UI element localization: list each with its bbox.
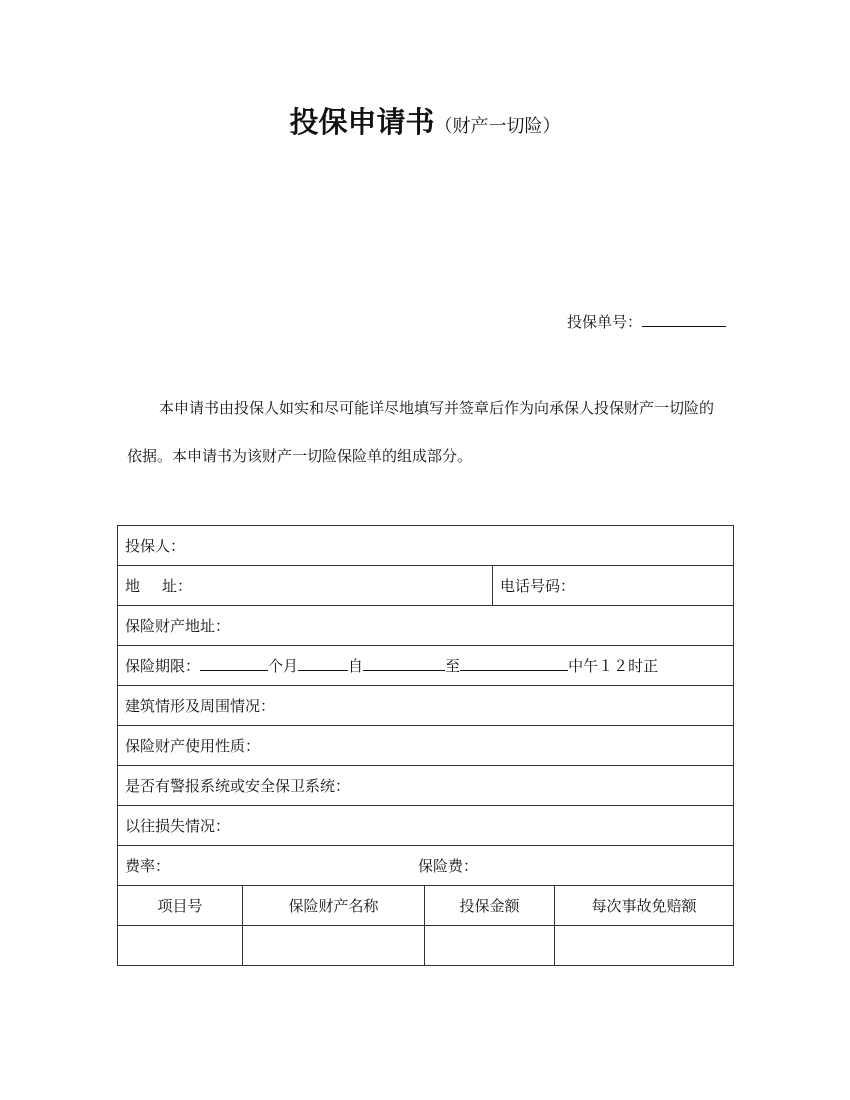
usage-label: 保险财产使用性质： — [125, 737, 261, 755]
row-rate-premium — [118, 846, 734, 886]
cell-property-name[interactable] — [243, 926, 425, 966]
period-start-blank[interactable] — [363, 656, 445, 671]
table-header-row — [118, 886, 734, 926]
row-property-address — [118, 606, 734, 646]
cell-insured-amount[interactable] — [425, 926, 555, 966]
title-subtitle: （财产一切险） — [434, 116, 561, 137]
row-security — [118, 766, 734, 806]
application-number — [567, 311, 726, 332]
column-header-deductible: 每次事故免赔额 — [555, 886, 734, 926]
applicant-field[interactable] — [118, 526, 734, 566]
row-usage — [118, 726, 734, 766]
period-months-blank[interactable] — [200, 656, 268, 671]
row-insurance-period — [118, 646, 734, 686]
phone-field[interactable] — [493, 566, 734, 606]
usage-field[interactable] — [118, 726, 734, 766]
title-main: 投保申请书 — [289, 105, 435, 139]
address-label-a: 地 — [125, 577, 141, 595]
application-number-field[interactable] — [642, 312, 726, 327]
property-address-field[interactable] — [118, 606, 734, 646]
cell-item-no[interactable] — [118, 926, 243, 966]
period-noon-label: 中午１２时正 — [568, 657, 659, 675]
property-address-label: 保险财产地址： — [125, 617, 231, 635]
row-loss-history — [118, 806, 734, 846]
period-months-label: 个月 — [268, 657, 299, 675]
column-header-insured-amount: 投保金额 — [425, 886, 555, 926]
period-label: 保险期限： — [125, 657, 201, 675]
period-to-label: 至 — [445, 657, 461, 675]
address-field[interactable] — [118, 566, 493, 606]
applicant-label: 投保人： — [125, 537, 186, 555]
building-field[interactable] — [118, 686, 734, 726]
loss-history-label: 以往损失情况： — [125, 817, 231, 835]
column-header-item-no: 项目号 — [118, 886, 243, 926]
insurance-period-field[interactable] — [118, 646, 734, 686]
building-label: 建筑情形及周围情况： — [125, 697, 276, 715]
page-title — [0, 100, 850, 141]
address-label-b: 址： — [162, 577, 193, 595]
row-building — [118, 686, 734, 726]
period-from-label: 自 — [348, 657, 364, 675]
row-address — [118, 566, 734, 606]
application-form-table — [117, 525, 734, 966]
period-end-blank[interactable] — [460, 656, 568, 671]
loss-history-field[interactable] — [118, 806, 734, 846]
security-field[interactable] — [118, 766, 734, 806]
rate-premium-field[interactable] — [118, 846, 734, 886]
intro-paragraph: 本申请书由投保人如实和尽可能详尽地填写并签章后作为向承保人投保财产一切险的依据。本申请书为该财产一切险保险单的组成部分。 — [127, 399, 715, 465]
period-blank-1[interactable] — [298, 656, 348, 671]
rate-label: 费率： — [125, 857, 171, 875]
column-header-property-name: 保险财产名称 — [243, 886, 425, 926]
application-number-label: 投保单号： — [566, 313, 642, 331]
table-row — [118, 926, 734, 966]
phone-label: 电话号码： — [500, 577, 576, 595]
premium-label: 保险费： — [418, 857, 479, 875]
security-label: 是否有警报系统或安全保卫系统： — [125, 777, 351, 795]
cell-deductible[interactable] — [555, 926, 734, 966]
row-applicant — [118, 526, 734, 566]
